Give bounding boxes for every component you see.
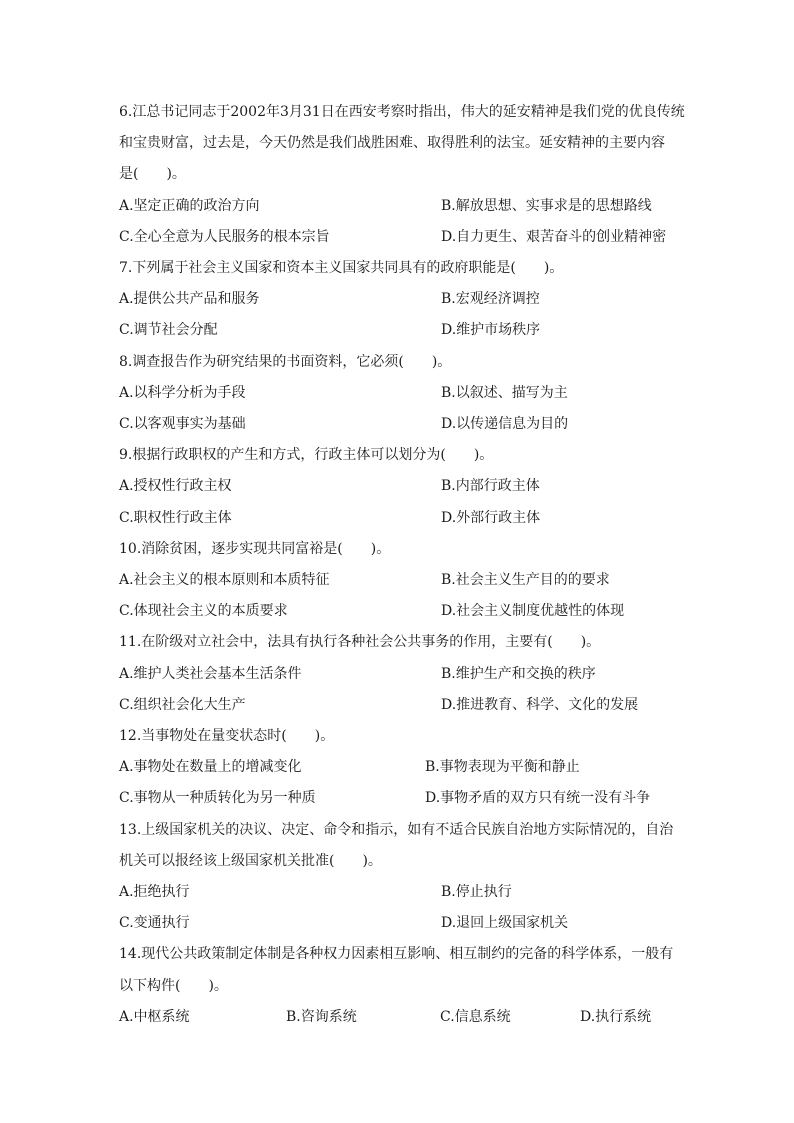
question-13	[119, 815, 694, 940]
option-row	[119, 659, 694, 690]
option-c: C.调节社会分配	[119, 322, 218, 339]
option-b: B.社会主义生产目的的要求	[441, 572, 610, 589]
option-d: D.自力更生、艰苦奋斗的创业精神密	[441, 228, 667, 245]
option-a: A.提供公共产品和服务	[119, 291, 260, 308]
option-row	[119, 908, 694, 939]
option-c: C.职权性行政主体	[119, 509, 232, 526]
question-10	[119, 534, 694, 628]
option-c: C.全心全意为人民服务的根本宗旨	[119, 228, 330, 245]
option-b: B.以叙述、描写为主	[441, 384, 568, 401]
option-b: B.事物表现为平衡和静止	[425, 759, 580, 776]
option-a: A.维护人类社会基本生活条件	[119, 665, 302, 682]
option-d: D.维护市场秩序	[441, 322, 541, 339]
option-b: B.咨询系统	[286, 1008, 357, 1025]
option-row	[119, 596, 694, 627]
question-text: 7.下列属于社会主义国家和资本主义国家共同具有的政府职能是( )。	[119, 260, 564, 277]
option-a: A.坚定正确的政治方向	[119, 197, 260, 214]
option-row	[119, 690, 694, 721]
option-c: C.体现社会主义的本质要求	[119, 603, 288, 620]
question-9	[119, 440, 694, 534]
option-c: C.组织社会化大生产	[119, 696, 246, 713]
option-row	[119, 315, 694, 346]
option-c: C.信息系统	[440, 1008, 511, 1025]
option-b: B.内部行政主体	[441, 478, 540, 495]
question-text: 机关可以报经该上级国家机关批准( )。	[119, 852, 382, 869]
option-row	[119, 409, 694, 440]
option-d: D.推进教育、科学、文化的发展	[441, 696, 639, 713]
option-b: B.停止执行	[441, 884, 512, 901]
question-6	[119, 97, 694, 253]
option-c: C.以客观事实为基础	[119, 416, 246, 433]
option-a: A.授权性行政主权	[119, 478, 232, 495]
question-text: 是( )。	[119, 166, 186, 183]
option-b: B.宏观经济调控	[441, 291, 540, 308]
question-text: 12.当事物处在量变状态时( )。	[119, 728, 335, 745]
question-text: 和宝贵财富，过去是，今天仍然是我们战胜困难、取得胜利的法宝。延安精神的主要内容	[119, 135, 665, 152]
question-11	[119, 627, 694, 721]
question-text: 13.上级国家机关的决议、决定、命令和指示，如有不适合民族自治地方实际情况的，自治	[119, 821, 674, 838]
option-row	[119, 378, 694, 409]
option-d: D.社会主义制度优越性的体现	[441, 603, 625, 620]
option-d: D.外部行政主体	[441, 509, 541, 526]
option-b: B.维护生产和交换的秩序	[441, 665, 596, 682]
option-row	[119, 471, 694, 502]
question-8	[119, 347, 694, 441]
option-row	[119, 222, 694, 253]
option-d: D.退回上级国家机关	[441, 915, 569, 932]
option-d: D.执行系统	[580, 1008, 652, 1025]
option-row	[119, 503, 694, 534]
option-a: A.中枢系统	[119, 1008, 190, 1025]
question-text: 11.在阶级对立社会中，法具有执行各种社会公共事务的作用，主要有( )。	[119, 634, 601, 651]
question-text: 9.根据行政职权的产生和方式，行政主体可以划分为( )。	[119, 447, 494, 464]
option-a: A.拒绝执行	[119, 884, 190, 901]
option-c: C.事物从一种质转化为另一种质	[119, 790, 316, 807]
option-row	[119, 1002, 694, 1033]
option-d: D.事物矛盾的双方只有统一没有斗争	[425, 790, 651, 807]
option-c: C.变通执行	[119, 915, 190, 932]
question-text: 14.现代公共政策制定体制是各种权力因素相互影响、相互制约的完备的科学体系，一般有	[119, 946, 674, 963]
question-7	[119, 253, 694, 347]
option-row	[119, 284, 694, 315]
option-b: B.解放思想、实事求是的思想路线	[441, 197, 652, 214]
option-d: D.以传递信息为目的	[441, 416, 569, 433]
option-row	[119, 877, 694, 908]
question-12	[119, 721, 694, 815]
question-text: 10.消除贫困，逐步实现共同富裕是( )。	[119, 540, 391, 557]
option-row	[119, 752, 694, 783]
option-a: A.以科学分析为手段	[119, 384, 246, 401]
question-text: 8.调查报告作为研究结果的书面资料，它必须( )。	[119, 353, 452, 370]
option-a: A.社会主义的根本原则和本质特征	[119, 572, 330, 589]
question-14	[119, 939, 694, 1033]
option-row	[119, 565, 694, 596]
option-row	[119, 783, 694, 814]
option-a: A.事物处在数量上的增减变化	[119, 759, 302, 776]
option-row	[119, 191, 694, 222]
question-text: 以下构件( )。	[119, 977, 228, 994]
question-text: 6.江总书记同志于2002年3月31日在西安考察时指出，伟大的延安精神是我们党的优良传统	[119, 104, 685, 120]
